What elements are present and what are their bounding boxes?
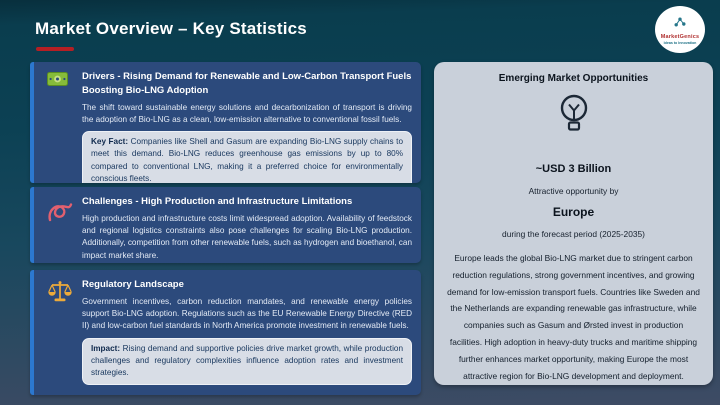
panel-title: Emerging Market Opportunities: [498, 73, 649, 84]
opportunity-caption: Attractive opportunity by: [528, 186, 619, 196]
key-fact-box: [82, 131, 412, 183]
logo-name: MarketGenics: [660, 33, 700, 40]
opportunity-description: Europe leads the global Bio-LNG market due to stringent carbon reduction regulations, strong government incentives, and growing demand for low-emission transport fuels. Countries like Sweden and the Netherlands are expanding renewable gas infrastructure, while companies such as Gasum and Ørsted invest in production facilities. High adoption in heavy-duty trucks and maritime shipping further enhances market opportunity, making Europe the most attractive region for Bio-LNG development and deployment.: [447, 253, 700, 381]
knot-icon: [47, 201, 73, 228]
impact-label: Impact:: [91, 343, 121, 353]
title-underline: [36, 47, 74, 51]
impact-text: Rising demand and supportive policies drive market growth, while production challenges and regulatory complexities influence adoption rates and investment strategies.: [91, 343, 403, 378]
scales-icon: [47, 280, 73, 308]
card-body: The shift toward sustainable energy solutions and decarbonization of transport is driving the adoption of Bio-LNG as a clean, low-emission alternative to conventional fossil fuels.: [82, 102, 412, 124]
card-regulatory: [30, 270, 421, 395]
lightbulb-icon: [447, 93, 700, 137]
opportunity-panel: [434, 62, 713, 385]
card-drivers: [30, 62, 421, 183]
key-statistics-cards: [30, 62, 421, 395]
logo-tagline: Ideas to Innovation: [663, 40, 697, 45]
molecule-icon: [673, 15, 687, 33]
opportunity-value: ~USD 3 Billion: [535, 163, 612, 175]
key-fact-label: Key Fact:: [91, 137, 129, 147]
opportunity-period: during the forecast period (2025-2035): [502, 229, 645, 239]
card-body: High production and infrastructure costs limit widespread adoption. Availability of feedstock and regional logistics constraints also pose challenges for scaling Bio-LNG production. Additionally, competition from other renewable fuels, such as hydrogen and bioethanol, can impact market share.: [82, 213, 412, 260]
card-body: Government incentives, carbon reduction mandates, and renewable energy policies support Bio-LNG adoption. Regulations such as the EU Renewable Energy Directive (RED II) and low-carbon fuel standards in North America promote investment in renewable fuels.: [82, 296, 412, 331]
card-challenges: [30, 187, 421, 263]
card-title: Challenges - High Production and Infrastructure Limitations: [82, 196, 353, 207]
opportunity-region: Europe: [552, 205, 595, 219]
card-title: Drivers - Rising Demand for Renewable and Low-Carbon Transport Fuels Boosting Bio-LNG Adoption: [82, 71, 412, 96]
key-fact-text: Companies like Shell and Gasum are expanding Bio-LNG supply chains to meet this demand. Bio-LNG reduces greenhouse gas emissions by up to 80% compared to conventional LNG, making it a preferred choice for environmentally conscious fleets.: [91, 137, 403, 183]
card-title: Regulatory Landscape: [82, 279, 184, 290]
impact-box: [82, 338, 412, 385]
money-icon: [47, 72, 68, 91]
logo: [655, 6, 705, 53]
page-title: Market Overview – Key Statistics: [35, 19, 307, 38]
